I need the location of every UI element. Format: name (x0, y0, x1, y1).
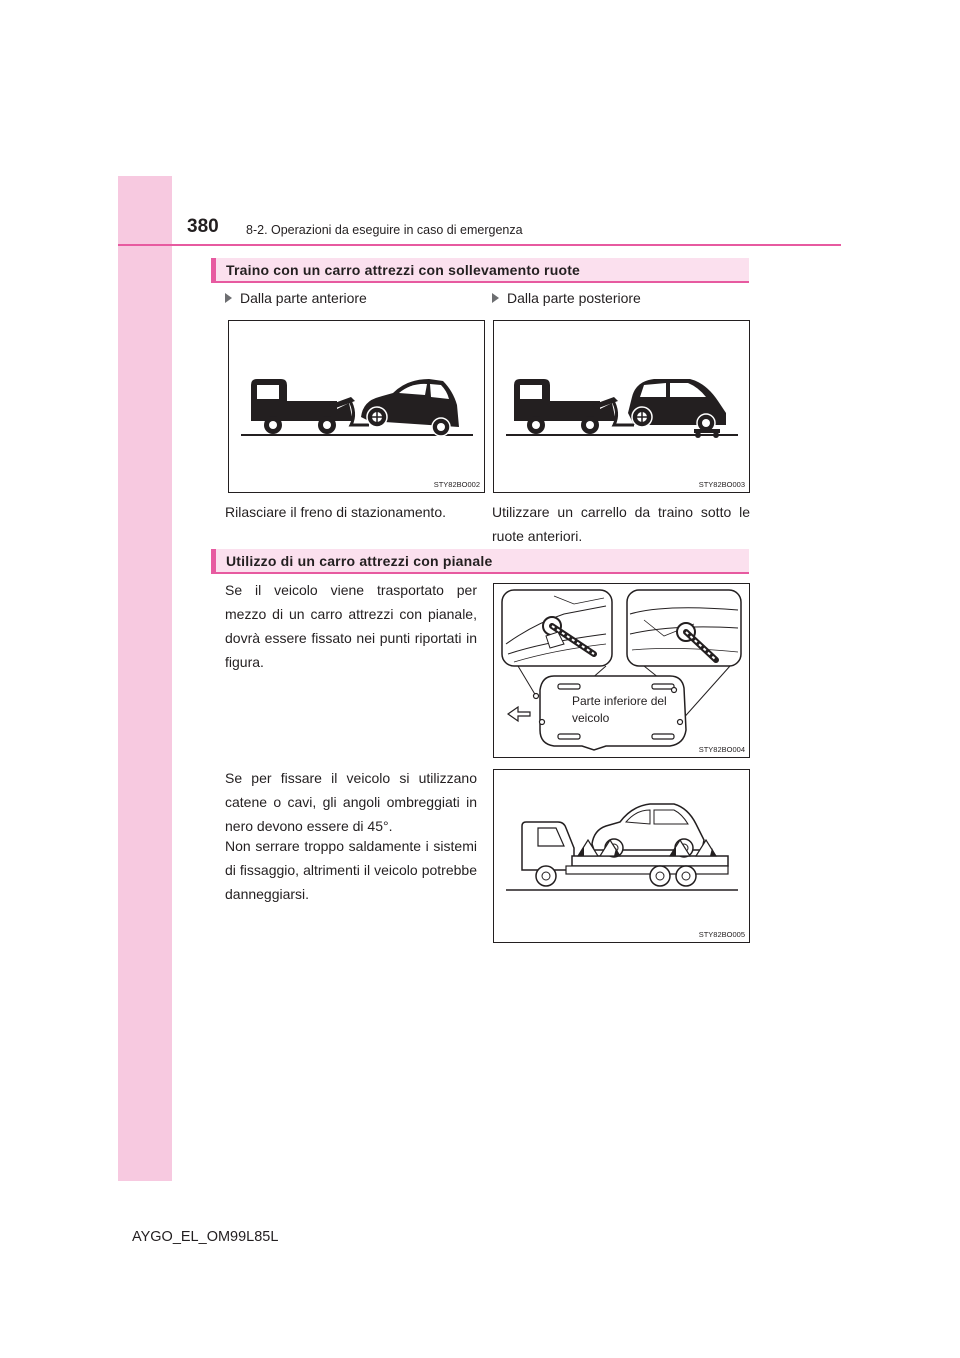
footer-doc-code: AYGO_EL_OM99L85L (132, 1229, 279, 1245)
figure-code: STY82BO003 (698, 480, 745, 489)
paragraph-chain-angle: Se per fissare il veicolo si utilizzano catene o cavi, gli angoli ombreggiati in nero devono essere di 45°. (225, 770, 477, 834)
paragraph-flatbed-fixing: Se il veicolo viene trasportato per mezzo di un carro attrezzi con pianale, dovrà essere fissato nei punti riportati in figura. (225, 582, 477, 670)
section-heading-flatbed: Utilizzo di un carro attrezzi con pianale (211, 549, 749, 574)
subheading-front-label: Dalla parte anteriore (240, 290, 367, 306)
caption-front: Rilasciare il freno di stazionamento. (225, 504, 446, 520)
subheading-front (225, 290, 367, 306)
label-vehicle-underside: Parte inferiore del veicolo (572, 694, 667, 725)
tow-truck-front-illustration (229, 321, 484, 492)
paragraph-do-not-overtighten: Non serrare troppo saldamente i sistemi di fissaggio, altrimenti il veicolo potrebbe danneggiarsi. (225, 838, 477, 902)
header-rule (118, 244, 841, 246)
figure-code: STY82BO005 (698, 930, 745, 939)
subheading-rear (492, 290, 641, 306)
figure-front-tow (228, 320, 485, 493)
figure-flatbed-truck (493, 769, 750, 943)
figure-tie-down-points (493, 583, 750, 758)
page-side-tab (118, 176, 172, 1181)
tie-down-points-illustration (494, 584, 749, 757)
section-heading-wheel-lift: Traino con un carro attrezzi con sollevamento ruote (211, 258, 749, 283)
page-number: 380 (187, 216, 219, 237)
tow-truck-rear-illustration (494, 321, 749, 492)
figure-rear-tow (493, 320, 750, 493)
figure-code: STY82BO004 (698, 745, 745, 754)
figure-code: STY82BO002 (433, 480, 480, 489)
subheading-rear-label: Dalla parte posteriore (507, 290, 641, 306)
caption-rear: Utilizzare un carrello da traino sotto le ruote anteriori. (492, 504, 750, 544)
flatbed-truck-illustration (494, 770, 749, 942)
triangle-bullet-icon (492, 293, 499, 303)
triangle-bullet-icon (225, 293, 232, 303)
section-title: 8-2. Operazioni da eseguire in caso di emergenza (246, 223, 523, 237)
